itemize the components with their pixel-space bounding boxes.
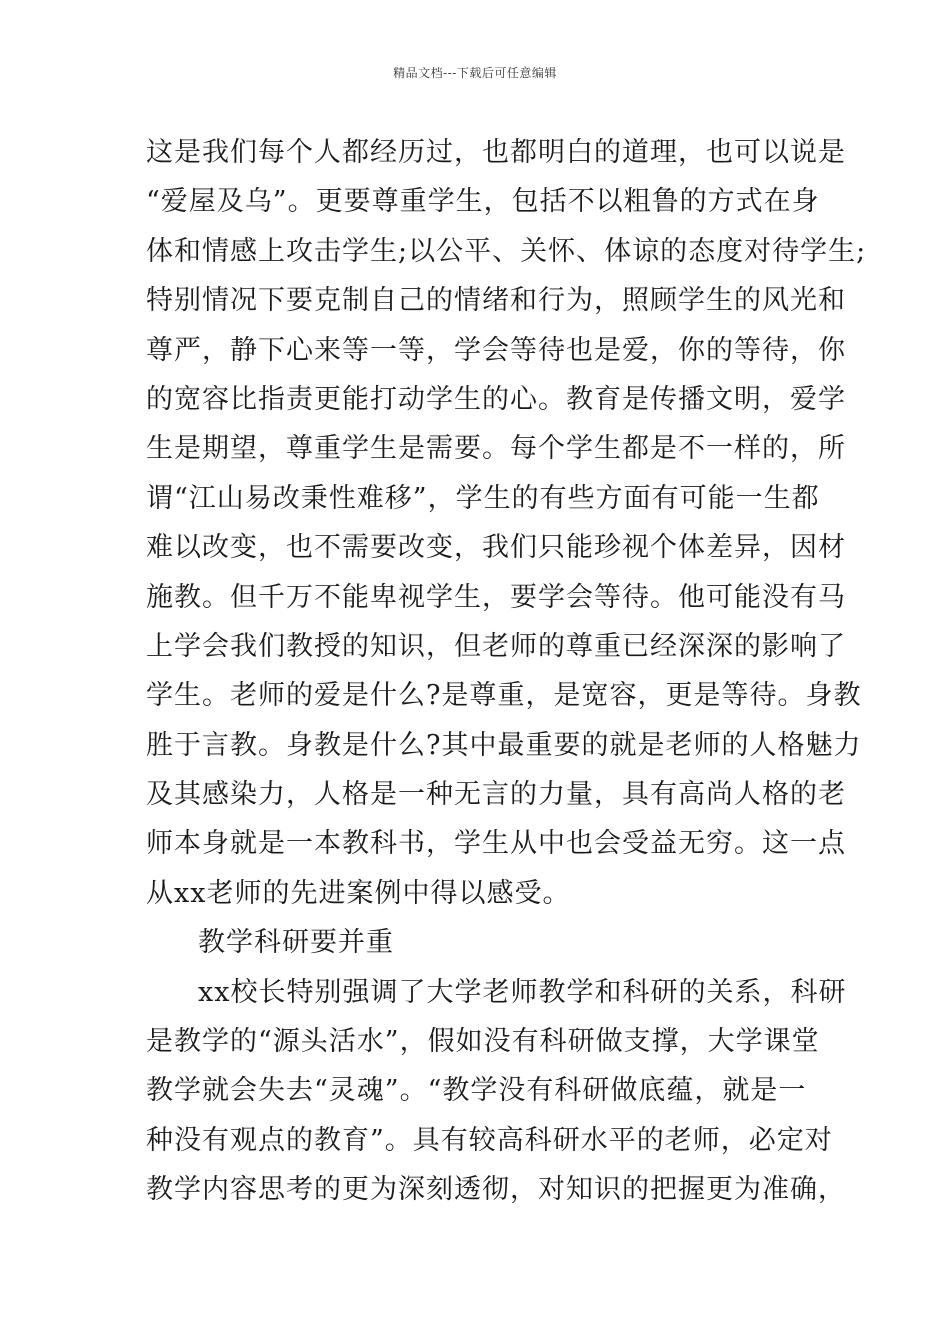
text-line: 谓“江山易改秉性难移”，学生的有些方面有可能一生都	[146, 482, 820, 514]
text-line: 的宽容比指责更能打动学生的心。教育是传播文明，爱学	[146, 383, 846, 415]
document-body	[146, 128, 867, 1215]
paragraph-1	[146, 128, 867, 918]
text-line: xx校长特别强调了大学老师教学和科研的关系，科研	[198, 976, 847, 1008]
section-heading: 教学科研要并重	[198, 927, 394, 959]
text-line: 是教学的“源头活水”，假如没有科研做支撑，大学课堂	[146, 1026, 820, 1058]
text-line: 教学内容思考的更为深刻透彻，对知识的把握更为准确，	[146, 1174, 846, 1206]
text-line: 学生。老师的爱是什么?是尊重，是宽容，更是等待。身教	[146, 680, 862, 712]
page-header: 精品文档---下载后可任意编辑	[393, 66, 557, 80]
text-line: 从xx老师的先进案例中得以感受。	[146, 877, 571, 909]
text-line: 上学会我们教授的知识，但老师的尊重已经深深的影响了	[146, 630, 846, 662]
text-line: 特别情况下要克制自己的情绪和行为，照顾学生的风光和	[146, 285, 846, 317]
text-line: 尊严，静下心来等一等，学会等待也是爱，你的等待，你	[146, 334, 846, 366]
text-line: 体和情感上攻击学生;以公平、关怀、体谅的态度对待学生;	[146, 235, 867, 267]
text-line: 教学就会失去“灵魂”。“教学没有科研做底蕴，就是一	[146, 1075, 807, 1107]
text-line: 难以改变，也不需要改变，我们只能珍视个体差异，因材	[146, 532, 846, 564]
text-line: 及其感染力，人格是一种无言的力量，具有高尚人格的老	[146, 779, 846, 811]
text-line: 生是期望，尊重学生是需要。每个学生都是不一样的，所	[146, 433, 846, 465]
text-line: 施教。但千万不能卑视学生，要学会等待。他可能没有马	[146, 581, 846, 613]
text-line: 师本身就是一本教科书，学生从中也会受益无穷。这一点	[146, 828, 846, 860]
paragraph-2	[146, 968, 847, 1215]
text-line: 胜于言教。身教是什么?其中最重要的就是老师的人格魅力	[146, 729, 862, 761]
text-line: 种没有观点的教育”。具有较高科研水平的老师，必定对	[146, 1124, 833, 1156]
text-line: “爱屋及乌”。更要尊重学生，包括不以粗鲁的方式在身	[146, 186, 820, 218]
text-line: 这是我们每个人都经历过，也都明白的道理，也可以说是	[146, 137, 846, 168]
